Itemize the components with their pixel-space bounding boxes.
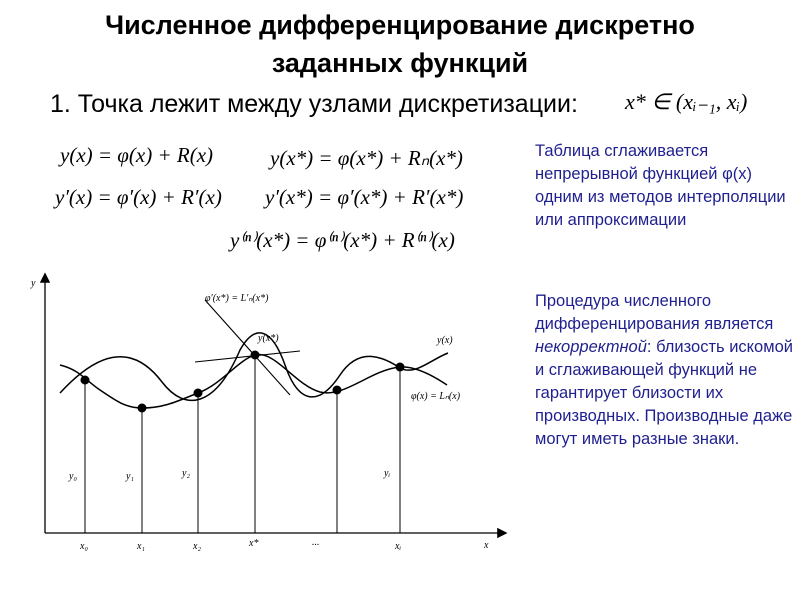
curve-phi-label: φ(x) = Lₙ(x) [411,391,461,402]
tangent-y [195,351,300,362]
node-xi [396,363,405,372]
y0-label: y₀ [69,471,77,482]
y2-label: y₂ [182,468,190,479]
side-text-ill-posed-end: : близость искомой и сглаживающей функций не гарантирует близости их производных. Производные даже могут иметь разные знаки. [535,338,793,448]
xi-label: xᵢ [395,541,402,552]
node-x2 [194,389,203,398]
formula-y-prime-star: y′(x*) = φ′(x*) + R′(x*) [265,185,464,209]
title-line-1: Численное дифференцирование дискретно [105,10,695,40]
curve-y-label: y(x) [437,335,453,346]
y1-label: y₁ [126,471,134,482]
formula-y-prime: y′(x) = φ′(x) + R′(x) [55,185,222,209]
y-axis-label: y [31,278,36,289]
side-text-ill-posed-start: Процедура численного дифференцирования является [535,292,774,333]
node-x1 [138,404,147,413]
curve-y-of-x [60,333,448,400]
yi-label: yᵢ [384,468,391,479]
dots-label: ... [312,537,320,548]
node-xstar [251,351,260,360]
subtitle: 1. Точка лежит между узлами дискретизации: [50,90,578,118]
side-text-smoothing: Таблица сглаживается непрерывной функцией φ(x) одним из методов интерполяции или аппроксимации [535,142,786,229]
tangent-label: φ′(x*) = L′ₙ(x*) [205,293,269,304]
formula-y-star: y(x*) = φ(x*) + Rₙ(x*) [270,146,463,170]
title-line-2: заданных функций [271,48,529,78]
condition-formula: x* ∈ (xᵢ₋₁, xᵢ) [625,89,748,114]
xstar-label: x* [249,538,259,549]
side-text-ill-posed-emphasis: некорректной [535,338,647,356]
node-x0 [81,376,90,385]
x2-label: x₂ [193,541,201,552]
curve-phi-of-x [60,355,447,408]
point-label: y(x*) [258,333,279,344]
formula-y-n: y⁽ⁿ⁾(x*) = φ⁽ⁿ⁾(x*) + R⁽ⁿ⁾(x) [230,228,455,252]
x-axis-label: x [484,540,489,551]
x1-label: x₁ [137,541,145,552]
node-x3 [333,386,342,395]
x0-label: x₀ [80,541,88,552]
formula-y: y(x) = φ(x) + R(x) [60,143,214,167]
